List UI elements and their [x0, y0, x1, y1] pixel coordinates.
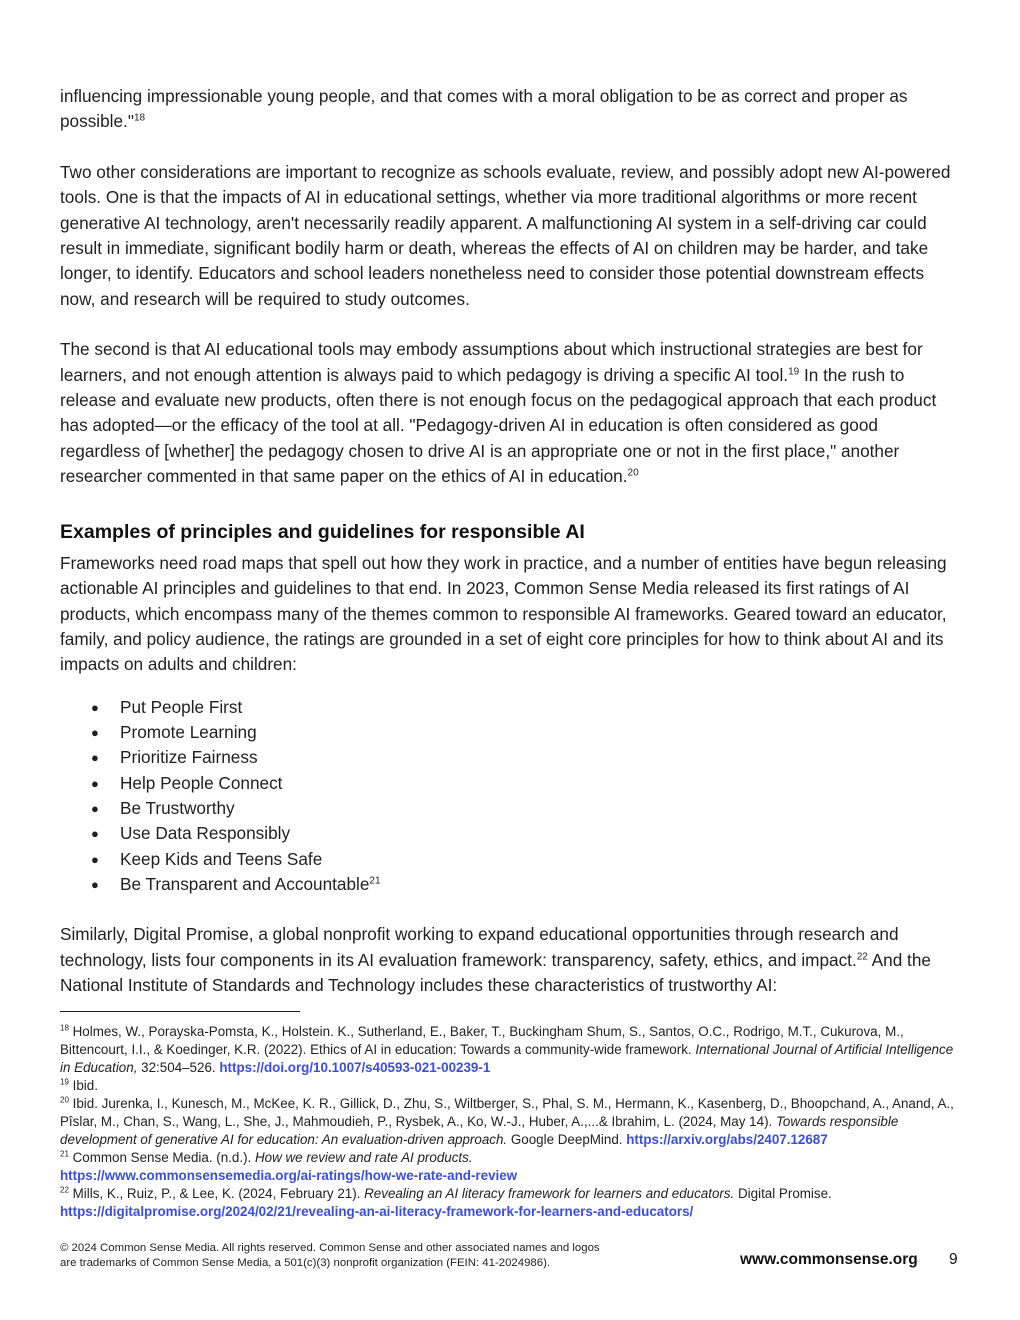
footnote-divider — [60, 1011, 300, 1012]
list-item: ● Keep Kids and Teens Safe — [60, 847, 962, 872]
list-item: ● Be Transparent and Accountable$^{21}$ — [60, 872, 962, 897]
footnote-ref-22[interactable]: 22 — [856, 950, 868, 962]
paragraph-frameworks: Frameworks need road maps that spell out how they work in practice, and a number of entities have begun releasing actionable AI principles and guidelines to that end. In 2023, Common Sense Media released its first ratings of AI products, which encompass many of the themes common to responsible AI frameworks. Geared toward an educator, family, and policy audience, the ratings are grounded in a set of eight core principles for how to think about AI and its impacts on adults and children: — [60, 552, 947, 675]
list-item: ● Be Trustworthy — [60, 796, 962, 821]
footnote-ref-21[interactable]: 21 — [369, 875, 381, 887]
footnote-22: $^{22}$ Mills, K., Ruiz, P., & Lee, K. (2024, February 21). Revealing an AI literacy framework for learners and educators. Digital Promise. https://digitalpromise.org/2024/02/21/revealing-an-ai-literacy-framework-for-learners-and-educators/ — [60, 1185, 832, 1220]
footnote-link-21[interactable]: https://www.commonsensemedia.org/ai-ratings/how-we-rate-and-review — [60, 1168, 518, 1184]
footnote-ref-18[interactable]: 18 — [133, 112, 146, 124]
paragraph-digital-promise: Similarly, Digital Promise, a global nonprofit working to expand educational opportunities through research and technology, lists four components in its AI evaluation framework: transparency, safety, ethics, and impact.$^{22}$ And the National Institute of Standards and Technology includes these characteristics of trustworthy AI: — [60, 924, 931, 995]
bullet-icon: ● — [91, 725, 99, 741]
footnote-link-18[interactable]: https://doi.org/10.1007/s40593-021-00239-1 — [219, 1060, 491, 1076]
paragraph-quote-end: influencing impressionable young people, and that comes with a moral obligation to be as correct and proper as possible."$^{18}$ — [60, 86, 908, 132]
list-item: ● Prioritize Fairness — [60, 745, 962, 770]
page-number: 9 — [949, 1251, 958, 1268]
principles-list — [60, 695, 962, 897]
page-content — [60, 84, 962, 1221]
section-heading: Examples of principles and guidelines for responsible AI — [60, 520, 585, 543]
bullet-icon: ● — [91, 800, 99, 816]
list-item: ● Put People First — [60, 695, 962, 720]
bullet-icon: ● — [91, 876, 99, 892]
bullet-icon: ● — [91, 851, 99, 867]
bullet-icon: ● — [91, 699, 99, 715]
footer-website-link[interactable]: www.commonsense.org — [740, 1251, 918, 1268]
bullet-icon: ● — [91, 826, 99, 842]
footnote-link-20[interactable]: https://arxiv.org/abs/2407.12687 — [626, 1132, 828, 1148]
paragraph-considerations: Two other considerations are important to recognize as schools evaluate, review, and possibly adopt new AI-powered tools. One is that the impacts of AI in educational settings, whether via more traditional algorithms or more recent generative AI technology, aren't necessarily readily apparent. A malfunctioning AI system in a self-driving car could result in immediate, significant bodily harm or death, whereas the effects of AI on children may be harder, and take longer, to identify. Educators and school leaders nonetheless need to consider those potential downstream effects now, and research will be required to study outcomes. — [60, 161, 951, 309]
footnote-21: $^{21}$ Common Sense Media. (n.d.). How we review and rate AI products. https://www.commonsensemedia.org/ai-ratings/how-we-rate-and-review — [60, 1149, 518, 1184]
list-item: ● Use Data Responsibly — [60, 821, 962, 846]
footnote-link-22[interactable]: https://digitalpromise.org/2024/02/21/revealing-an-ai-literacy-framework-for-learners-and-educators/ — [60, 1204, 694, 1220]
bullet-icon: ● — [91, 750, 99, 766]
footnote-20: $^{20}$ Ibid. Jurenka, I., Kunesch, M., McKee, K. R., Gillick, D., Zhu, S., Wiltberger, S., Phal, S. M., Hermann, K., Kasenberg, D., Bhoopchand, A., Anand, A., Pîslar, M., Chan, S., Wang, L., She, J., Mahmoudieh, P., Rysbek, A., Ko, W.-J., Huber, A.,...& Ibrahim, L. (2024, May 14). Towards responsible development of generative AI for education: An evaluation-driven approach. Google DeepMind. https://arxiv.org/abs/2407.12687 — [60, 1095, 954, 1148]
footer-copyright: © 2024 Common Sense Media. All rights reserved. Common Sense and other associated names and logos are trademarks of Common Sense Media, a 501(c)(3) nonprofit organization (FEIN: 41-2024986). — [60, 1242, 600, 1269]
footnote-ref-19[interactable]: 19 — [788, 365, 800, 377]
footnotes — [60, 1023, 962, 1221]
list-item: ● Help People Connect — [60, 771, 962, 796]
paragraph-pedagogy: The second is that AI educational tools may embody assumptions about which instructional strategies are best for learners, and not enough attention is always paid to which pedagogy is driving a specific AI tool.$^{19}$ In the rush to release and evaluate new products, often there is not enough focus on the pedagogical approach that each product has adopted—or the efficacy of the tool at all. "Pedagogy-driven AI in education is often considered as good regardless of [whether] the pedagogy chosen to drive AI is an appropriate one or not in the first place," another researcher commented in that same paper on the ethics of AI in education.$^{20}$ — [60, 339, 937, 487]
footnote-18: $^{18}$ Holmes, W., Porayska-Pomsta, K., Holstein. K., Sutherland, E., Baker, T., Buckingham Shum, S., Santos, O.C., Rodrigo, M.T., Cukurova, M., Bittencourt, I.I., & Koedinger, K.R. (2022). Ethics of AI in education: Towards a community-wide framework. International Journal of Artificial Intelligence in Education, 32:504–526. https://doi.org/10.1007/s40593-021-00239-1 — [60, 1023, 954, 1076]
bullet-icon: ● — [91, 775, 99, 791]
footnote-19: $^{19}$ Ibid. — [60, 1077, 98, 1094]
footnote-ref-20[interactable]: 20 — [627, 467, 639, 479]
list-item: ● Promote Learning — [60, 720, 962, 745]
